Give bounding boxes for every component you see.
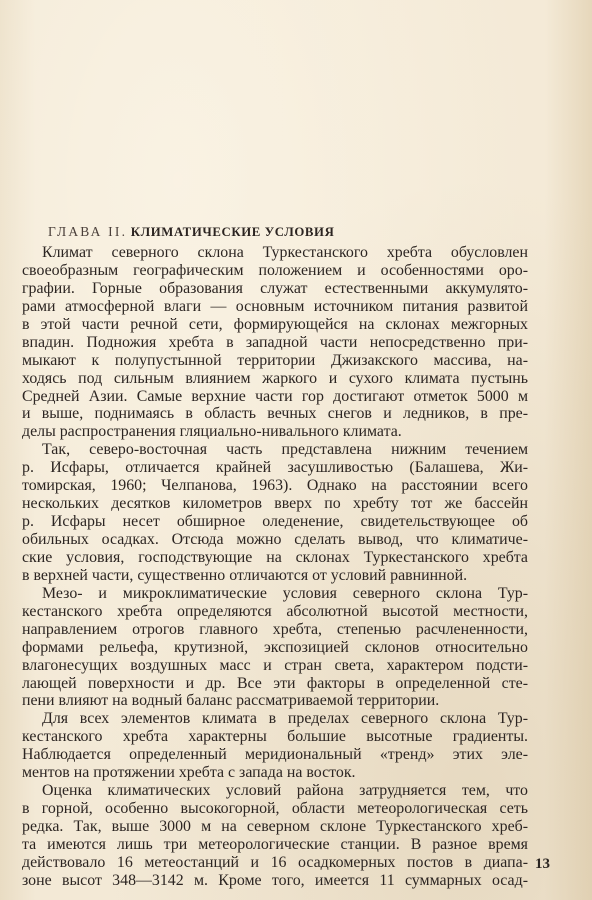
text-line: впадин. Подножия хребта в западной части непосредственно при- bbox=[22, 333, 528, 351]
text-line: действовало 16 метеостанций и 16 осадкомерных постов в диапа- bbox=[22, 853, 528, 871]
page-number: 13 bbox=[535, 856, 550, 872]
text-line: кестанского хребта характерны большие высотные градиенты. bbox=[22, 728, 528, 746]
text-line: р. Исфары, отличается крайней засушливостью (Балашева, Жи- bbox=[22, 459, 528, 477]
text-line: в этой части речной сети, формирующейся на склонах межгорных bbox=[22, 315, 528, 333]
text-line: ходясь под сильным влиянием жаркого и сухого климата пустынь bbox=[22, 369, 528, 387]
text-line: Оценка климатических условий района затрудняется тем, что bbox=[42, 782, 528, 800]
text-line: формами рельефа, крутизной, экспозицией склонов относительно bbox=[22, 638, 528, 656]
text-line: в верхней части, существенно отличаются от условий равнинной. bbox=[22, 566, 468, 584]
text-line: зоне высот 348—3142 м. Кроме того, имеется 11 суммарных осад- bbox=[22, 871, 528, 889]
text-line: графии. Горные образования служат естественными аккумулято- bbox=[22, 279, 528, 297]
text-line: редка. Так, выше 3000 м на северном склоне Туркестанского хреб- bbox=[22, 818, 528, 835]
text-line: Средней Азии. Самые верхние части гор достигают отметок 5000 м bbox=[22, 387, 528, 405]
text-line: и выше, поднимаясь в область вечных снегов и ледников, в пре- bbox=[22, 405, 528, 423]
text-line: мыкают к полупустынной территории Джизакского массива, на- bbox=[22, 351, 528, 369]
text-line: пени влияют на водный баланс рассматриваемой территории. bbox=[22, 692, 440, 710]
text-line: томирская, 1960; Челпанова, 1963). Однако на расстоянии всего bbox=[22, 477, 528, 495]
text-line: Так, северо-восточная часть представлена нижним течением bbox=[42, 441, 528, 459]
text-line: Мезо- и микроклиматические условия северного склона Тур- bbox=[42, 584, 528, 602]
text-line: р. Исфары несет обширное оледенение, свидетельствующее об bbox=[22, 513, 528, 531]
text-line: своеобразным географическим положением и особенностями оро- bbox=[22, 261, 528, 279]
text-line: ментов на протяжении хребта с запада на восток. bbox=[22, 764, 356, 782]
text-line: обильных осадках. Отсюда можно сделать вывод, что климатиче- bbox=[22, 531, 528, 548]
text-line: влагонесущих воздушных масс и стран света, характером подсти- bbox=[22, 656, 528, 674]
text-line: рами атмосферной влаги — основным источником питания развитой bbox=[22, 297, 528, 315]
text-line: Наблюдается определенный меридиональный «тренд» этих эле- bbox=[22, 746, 528, 764]
text-line: направлением отрогов главного хребта, степенью расчлененности, bbox=[22, 620, 528, 638]
text-line: Климат северного склона Туркестанского хребта обусловлен bbox=[42, 244, 528, 261]
text-line: нескольких десятков километров вверх по хребту тот же бассейн bbox=[22, 495, 528, 513]
text-line: в горной, особенно высокогорной, области метеорологическая сеть bbox=[22, 800, 528, 818]
chapter-title: КЛИМАТИЧЕСКИЕ УСЛОВИЯ bbox=[130, 225, 335, 239]
text-line: делы распространения гляциально-нивального климата. bbox=[22, 423, 402, 441]
chapter-label: ГЛАВА II. bbox=[48, 224, 128, 239]
text-line: ские условия, господствующие на склонах Туркестанского хребта bbox=[22, 548, 528, 566]
text-line: лающей поверхности и др. Все эти факторы в определенной сте- bbox=[22, 674, 528, 692]
text-line: Для всех элементов климата в пределах северного склона Тур- bbox=[42, 710, 528, 728]
chapter-heading bbox=[48, 224, 334, 240]
body-text bbox=[22, 244, 528, 890]
text-line: кестанского хребта определяются абсолютной высотой местности, bbox=[22, 602, 528, 620]
text-line: та имеются лишь три метеорологические станции. В разное время bbox=[22, 835, 528, 853]
